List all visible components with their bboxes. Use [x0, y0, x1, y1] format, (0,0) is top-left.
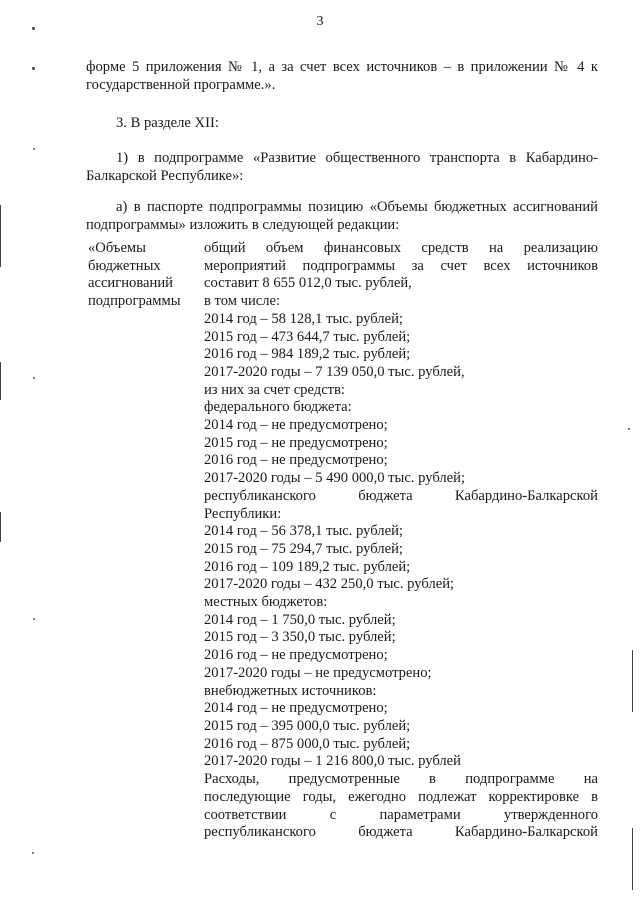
text-line: 2014 год – 56 378,1 тыс. рублей; [204, 523, 403, 540]
text-line: Балкарской Республике»: [86, 168, 244, 184]
page-number: 3 [316, 14, 324, 29]
text-line: в том числе: [204, 293, 281, 310]
scan-speck [33, 377, 35, 379]
label-line: бюджетных [88, 257, 161, 274]
text-line: 1) в подпрограмме «Развитие общественного транспорта в Кабардино- [116, 150, 598, 166]
paragraph-continuation [86, 58, 598, 94]
text-line: 2017-2020 годы – 1 216 800,0 тыс. рублей [204, 753, 461, 770]
text-line: Расходы, предусмотренные в подпрограмме на [204, 771, 598, 788]
text-line: общий объем финансовых средств на реализацию [204, 240, 598, 256]
text-line: 2015 год – не предусмотрено; [204, 434, 388, 451]
text-line: 2017-2020 годы – 7 139 050,0 тыс. рублей, [204, 363, 465, 380]
scan-speck [32, 27, 35, 30]
text-line: 2017-2020 годы – 5 490 000,0 тыс. рублей; [204, 470, 466, 487]
scan-edge-mark [0, 205, 1, 267]
scan-speck [628, 428, 630, 430]
text-line: 2016 год – не предусмотрено; [204, 647, 388, 664]
passport-value [204, 240, 598, 842]
text-line: 2014 год – 58 128,1 тыс. рублей; [204, 310, 403, 327]
label-line: ассигнований [88, 275, 173, 292]
text-line: 2014 год – 1 750,0 тыс. рублей; [204, 611, 396, 628]
text-line: соответствии с параметрами утвержденного [204, 806, 598, 823]
text-line: местных бюджетов: [204, 594, 328, 611]
text-line: 2016 год – 109 189,2 тыс. рублей; [204, 558, 411, 575]
scan-edge-mark [0, 512, 1, 542]
text-line: 2014 год – не предусмотрено; [204, 417, 388, 434]
text-line: 2016 год – не предусмотрено; [204, 452, 388, 469]
text-line: республиканского бюджета Кабардино-Балкарской [204, 824, 598, 841]
text-line: государственной программе.». [86, 77, 276, 93]
text-line: 2014 год – не предусмотрено; [204, 700, 388, 717]
scan-speck [33, 148, 35, 150]
text-line: федерального бюджета: [204, 399, 352, 416]
scan-speck [32, 67, 35, 70]
text-line: Республики: [204, 505, 282, 522]
scan-speck [33, 618, 35, 620]
label-line: «Объемы [88, 240, 146, 256]
text-line: из них за счет средств: [204, 381, 345, 398]
text-line: последующие годы, ежегодно подлежат корректировке в [204, 788, 598, 805]
text-line: 2017-2020 годы – 432 250,0 тыс. рублей; [204, 576, 455, 593]
text-line: 2015 год – 75 294,7 тыс. рублей; [204, 540, 403, 557]
text-line: 2015 год – 395 000,0 тыс. рублей; [204, 717, 411, 734]
text-line: составит 8 655 012,0 тыс. рублей, [204, 275, 412, 292]
scan-edge-mark [632, 650, 633, 712]
text-line: 2015 год – 3 350,0 тыс. рублей; [204, 629, 396, 646]
scan-edge-mark [632, 828, 633, 890]
section-heading: 3. В разделе XII: [116, 115, 219, 131]
passport-label [88, 240, 206, 311]
label-line: подпрограммы [88, 293, 181, 310]
paragraph-passport [86, 198, 598, 234]
text-line: а) в паспорте подпрограммы позицию «Объемы бюджетных ассигнований [116, 199, 598, 215]
text-line: республиканского бюджета Кабардино-Балкарской [204, 487, 598, 504]
text-line: 2017-2020 годы – не предусмотрено; [204, 664, 432, 681]
text-line: форме 5 приложения № 1, а за счет всех источников – в приложении № 4 к [86, 59, 598, 75]
text-line: 2016 год – 875 000,0 тыс. рублей; [204, 735, 411, 752]
text-line: мероприятий подпрограммы за счет всех источников [204, 257, 598, 274]
text-line: 2015 год – 473 644,7 тыс. рублей; [204, 328, 411, 345]
scan-speck [32, 852, 34, 854]
scan-edge-mark [0, 362, 1, 400]
text-line: внебюджетных источников: [204, 682, 377, 699]
text-line: подпрограммы» изложить в следующей редакции: [86, 217, 400, 233]
text-line: 2016 год – 984 189,2 тыс. рублей; [204, 346, 411, 363]
paragraph-subprogram [86, 149, 598, 185]
